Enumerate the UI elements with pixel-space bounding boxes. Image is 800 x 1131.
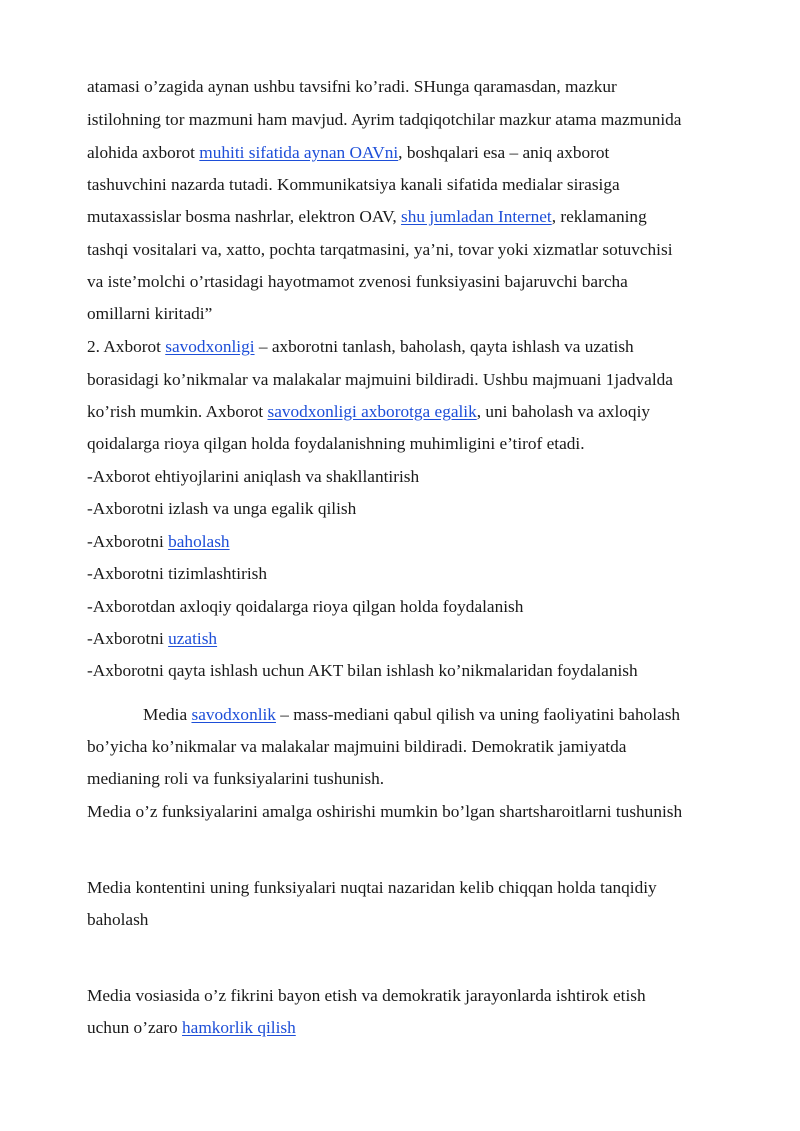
- paragraph-line: [87, 174, 620, 196]
- line-text: va iste’molchi o’rtasidagi hayotmamot zvenosi funksiyasini bajaruvchi barcha: [87, 272, 628, 291]
- line-text: qoidalarga rioya qilgan holda foydalanishning muhimligini e’tirof etadi.: [87, 434, 585, 453]
- link-oav[interactable]: muhiti sifatida aynan OAVni: [199, 143, 399, 162]
- line-text: -Axborotni: [87, 532, 169, 551]
- link-savodxonligi[interactable]: savodxonligi: [165, 337, 255, 356]
- paragraph-line: [87, 369, 673, 391]
- line-text: 2. Axborot: [87, 337, 166, 356]
- list-item: [87, 531, 230, 553]
- line-text: Media: [143, 705, 192, 724]
- line-text: Media kontentini uning funksiyalari nuqtai nazaridan kelib chiqqan holda tanqidiy: [87, 878, 657, 897]
- paragraph-line: [87, 336, 634, 358]
- list-item: [87, 466, 419, 488]
- line-text: uchun o’zaro: [87, 1018, 183, 1037]
- link-axborotga-egalik[interactable]: savodxonligi axborotga egalik: [267, 402, 477, 421]
- list-item: [87, 660, 638, 682]
- paragraph-line: [87, 736, 626, 758]
- link-hamkorlik[interactable]: hamkorlik qilish: [182, 1018, 296, 1037]
- paragraph-line: [87, 239, 673, 261]
- line-text: borasidagi ko’nikmalar va malakalar majmuini bildiradi. Ushbu majmuani 1jadvalda: [87, 370, 673, 389]
- line-text: atamasi o’zagida aynan ushbu tavsifni ko’radi. SHunga qaramasdan, mazkur: [87, 77, 617, 96]
- line-text: -Axborot ehtiyojlarini aniqlash va shakllantirish: [87, 467, 420, 486]
- paragraph-line: [143, 704, 680, 726]
- paragraph-line: [87, 401, 650, 423]
- paragraph-line: [87, 303, 212, 325]
- line-text: , boshqalari esa – aniq axborot: [398, 143, 610, 162]
- link-savodxonlik[interactable]: savodxonlik: [191, 705, 276, 724]
- line-text: – axborotni tanlash, baholash, qayta ishlash va uzatish: [254, 337, 634, 356]
- line-text: bo’yicha ko’nikmalar va malakalar majmuini bildiradi. Demokratik jamiyatda: [87, 737, 627, 756]
- link-internet[interactable]: shu jumladan Internet: [401, 207, 552, 226]
- paragraph-line: [87, 76, 617, 98]
- line-text: ko’rish mumkin. Axborot: [87, 402, 268, 421]
- paragraph-line: [87, 142, 609, 164]
- list-item: [87, 563, 267, 585]
- line-text: istilohning tor mazmuni ham mavjud. Ayrim tadqiqotchilar mazkur atama mazmunida: [87, 110, 682, 129]
- paragraph-line: [87, 985, 646, 1007]
- line-text: , reklamaning: [551, 207, 647, 226]
- line-text: -Axborotni izlash va unga egalik qilish: [87, 499, 357, 518]
- line-text: -Axborotni: [87, 629, 169, 648]
- paragraph-line: [87, 109, 681, 131]
- list-item: [87, 498, 356, 520]
- line-text: mutaxassislar bosma nashrlar, elektron OAV,: [87, 207, 401, 226]
- line-text: tashuvchini nazarda tutadi. Kommunikatsiya kanali sifatida medialar sirasiga: [87, 175, 620, 194]
- list-item: [87, 628, 217, 650]
- line-text: , uni baholash va axloqiy: [476, 402, 651, 421]
- line-text: baholash: [87, 910, 149, 929]
- link-baholash[interactable]: baholash: [168, 532, 230, 551]
- line-text: medianing roli va funksiyalarini tushunish.: [87, 769, 385, 788]
- line-text: tashqi vositalari va, xatto, pochta tarqatmasini, ya’ni, tovar yoki xizmatlar sotuvchisi: [87, 240, 673, 259]
- paragraph-line: [87, 801, 682, 823]
- list-item: [87, 596, 523, 618]
- line-text: Media o’z funksiyalarini amalga oshirishi mumkin bo’lgan shartsharoitlarni tushunish: [87, 802, 683, 821]
- paragraph-line: [87, 206, 647, 228]
- paragraph-line: [87, 768, 384, 790]
- line-text: -Axborotni tizimlashtirish: [87, 564, 267, 583]
- paragraph-line: [87, 1017, 296, 1039]
- line-text: -Axborotdan axloqiy qoidalarga rioya qilgan holda foydalanish: [87, 597, 524, 616]
- line-text: – mass-mediani qabul qilish va uning faoliyatini baholash: [275, 705, 681, 724]
- paragraph-line: [87, 909, 148, 931]
- paragraph-line: [87, 877, 657, 899]
- line-text: -Axborotni qayta ishlash uchun AKT bilan ishlash ko’nikmalaridan foydalanish: [87, 661, 638, 680]
- paragraph-line: [87, 433, 585, 455]
- paragraph-line: [87, 271, 628, 293]
- line-text: alohida axborot: [87, 143, 200, 162]
- line-text: Media vosiasida o’z fikrini bayon etish va demokratik jarayonlarda ishtirok etish: [87, 986, 646, 1005]
- link-uzatish[interactable]: uzatish: [168, 629, 218, 648]
- line-text: omillarni kiritadi”: [87, 304, 213, 323]
